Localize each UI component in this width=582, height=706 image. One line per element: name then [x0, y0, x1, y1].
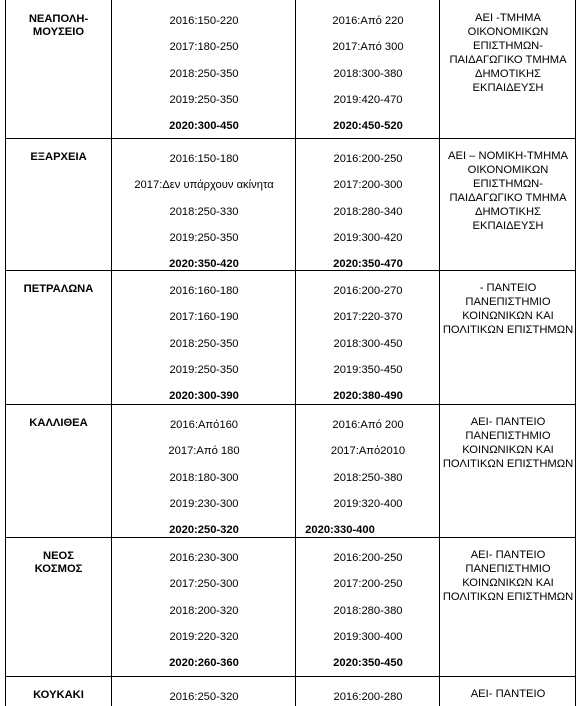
university-name: ΑΕΙ- ΠΑΝΤΕΙΟ	[470, 549, 546, 561]
university-name: ΑΕΙ- ΠΑΝΤΕΙΟ	[470, 416, 546, 428]
university-name: ΕΠΙΣΤΗΜΩΝ-	[473, 178, 543, 190]
price-range-small: 2020:300-450	[169, 120, 239, 133]
area-name: ΚΟΥΚΑΚΙ	[33, 689, 84, 701]
price-range-small: 2019:230-300	[169, 497, 239, 510]
price-range-large: 2018:280-380	[333, 604, 403, 617]
price-range-small: 2018:250-350	[169, 67, 239, 80]
university-name: ΚΟΙΝΩΝΙΚΩΝ ΚΑΙ	[462, 577, 554, 589]
price-range-large: 2019:420-470	[333, 93, 403, 106]
price-range-large: 2020:350-470	[333, 258, 403, 271]
price-range-small: 2019:220-320	[169, 630, 239, 643]
university-name: ΔΗΜΟΤΙΚΗΣ	[475, 68, 541, 80]
row-divider	[6, 138, 575, 139]
price-range-large: 2016:200-280	[333, 691, 403, 703]
price-range-small: 2016:230-300	[169, 552, 239, 564]
price-range-small: 2018:200-320	[169, 604, 239, 617]
price-range-large: 2019:300-420	[333, 231, 403, 244]
price-range-large: 2016:200-250	[333, 552, 403, 564]
column-divider	[439, 0, 440, 706]
price-range-large: 2017:Από 300	[332, 41, 404, 54]
price-range-large: 2018:250-380	[333, 471, 403, 484]
price-range-large: 2019:300-400	[333, 630, 403, 643]
university-name: ΠΟΛΙΤΙΚΩΝ ΕΠΙΣΤΗΜΩΝ	[442, 591, 574, 603]
price-range-large: 2020:350-450	[333, 657, 403, 670]
university-name: ΟΙΚΟΝΟΜΙΚΩΝ	[467, 164, 549, 176]
price-range-small: 2018:250-350	[169, 337, 239, 350]
price-range-small: 2017:180-250	[169, 41, 239, 54]
university-name: ΠΑΝΕΠΙΣΤΗΜΙΟ	[465, 296, 551, 308]
price-range-large: 2018:300-380	[333, 67, 403, 80]
university-name: - ΠΑΝΤΕΙΟ	[479, 282, 537, 294]
price-range-large: 2018:300-450	[333, 337, 403, 350]
university-name: ΚΟΙΝΩΝΙΚΩΝ ΚΑΙ	[462, 310, 554, 322]
price-range-small: 2020:300-390	[169, 390, 239, 403]
price-range-small: 2019:250-350	[169, 93, 239, 106]
price-range-large: 2016:200-270	[333, 285, 403, 297]
price-range-large: 2017:200-300	[333, 179, 403, 192]
price-range-small: 2018:180-300	[169, 471, 239, 484]
column-divider	[295, 0, 296, 706]
university-name: ΠΑΝΕΠΙΣΤΗΜΙΟ	[465, 563, 551, 575]
price-range-small: 2017:Από 180	[168, 445, 240, 458]
university-name: ΠΟΛΙΤΙΚΩΝ ΕΠΙΣΤΗΜΩΝ	[442, 324, 574, 336]
price-range-large: 2019:350-450	[333, 363, 403, 376]
price-range-large: 2017:220-370	[333, 311, 403, 324]
university-name: ΠΑΝΕΠΙΣΤΗΜΙΟ	[465, 430, 551, 442]
area-name: ΝΕΑΠΟΛΗ-	[28, 13, 89, 25]
price-range-small: 2016:160-180	[169, 285, 239, 297]
row-divider	[6, 676, 575, 677]
price-range-small: 2020:250-320	[169, 524, 239, 537]
price-range-large: 2020:330-400	[305, 524, 375, 537]
price-range-large: 2016:Από 200	[332, 419, 404, 431]
university-name: ΚΟΙΝΩΝΙΚΩΝ ΚΑΙ	[462, 444, 554, 456]
university-name: ΠΑΙΔΑΓΩΓΙΚΟ ΤΜΗΜΑ	[449, 54, 567, 66]
area-name: ΝΕΟΣ	[43, 550, 74, 562]
university-name: ΕΠΙΣΤΗΜΩΝ-	[473, 40, 543, 52]
price-range-small: 2016:250-320	[169, 691, 239, 703]
price-range-small: 2020:350-420	[169, 258, 239, 271]
price-range-small: 2017:250-300	[169, 578, 239, 591]
university-name: ΠΟΛΙΤΙΚΩΝ ΕΠΙΣΤΗΜΩΝ	[442, 458, 574, 470]
price-range-large: 2016:Από 220	[332, 15, 404, 27]
price-range-large: 2017:Από2010	[330, 445, 406, 458]
university-name: ΔΗΜΟΤΙΚΗΣ	[475, 206, 541, 218]
university-name: ΑΕΙ- ΠΑΝΤΕΙΟ	[470, 688, 546, 700]
price-range-small: 2016:Από160	[169, 419, 239, 431]
price-range-small: 2016:150-180	[169, 153, 239, 165]
university-name: ΠΑΙΔΑΓΩΓΙΚΟ ΤΜΗΜΑ	[449, 192, 567, 204]
price-table	[5, 0, 576, 706]
row-divider	[6, 404, 575, 405]
price-range-small: 2019:250-350	[169, 231, 239, 244]
area-name: ΕΞΑΡΧΕΙΑ	[30, 151, 87, 163]
price-range-small: 2019:250-350	[169, 363, 239, 376]
price-range-small: 2017:Δεν υπάρχουν ακίνητα	[134, 179, 274, 192]
price-range-large: 2018:280-340	[333, 205, 403, 218]
price-range-large: 2020:450-520	[333, 120, 403, 133]
university-name: ΕΚΠΑΙΔΕΥΣΗ	[472, 82, 544, 94]
university-name: ΑΕΙ -ΤΜΗΜΑ	[475, 12, 541, 24]
area-name: ΚΑΛΛΙΘΕΑ	[29, 417, 88, 429]
price-range-small: 2017:160-190	[169, 311, 239, 324]
university-name: ΕΚΠΑΙΔΕΥΣΗ	[472, 220, 544, 232]
column-divider	[111, 0, 112, 706]
price-range-large: 2019:320-400	[333, 497, 403, 510]
price-range-small: 2016:150-220	[169, 15, 239, 27]
price-range-large: 2020:380-490	[333, 390, 403, 403]
price-range-small: 2018:250-330	[169, 205, 239, 218]
university-name: ΑΕΙ – ΝΟΜΙΚΗ-ΤΜΗΜΑ	[448, 150, 568, 162]
area-name: ΚΟΣΜΟΣ	[34, 563, 83, 575]
price-range-large: 2016:200-250	[333, 153, 403, 165]
price-range-small: 2020:260-360	[169, 657, 239, 670]
price-range-large: 2017:200-250	[333, 578, 403, 591]
area-name: ΠΕΤΡΑΛΩΝΑ	[23, 283, 94, 295]
area-name: ΜΟΥΣΕΙΟ	[32, 26, 85, 38]
university-name: ΟΙΚΟΝΟΜΙΚΩΝ	[467, 26, 549, 38]
